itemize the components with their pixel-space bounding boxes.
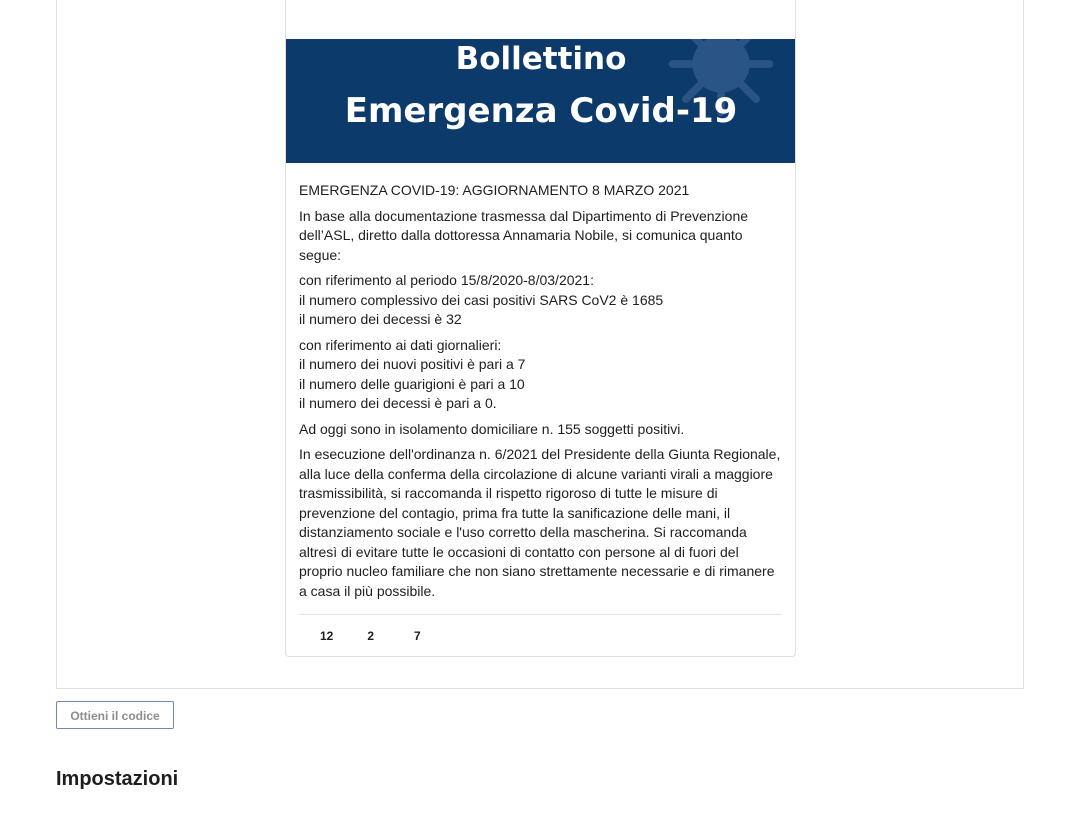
likes-count[interactable]: 12 bbox=[320, 629, 334, 643]
daily-line: il numero dei decessi è pari a 0. bbox=[299, 395, 497, 411]
daily-line: con riferimento ai dati giornalieri: bbox=[299, 336, 502, 353]
post-period-stats bbox=[299, 271, 782, 330]
post-card bbox=[285, 0, 796, 657]
reactions-bar bbox=[299, 614, 782, 657]
post-title: EMERGENZA COVID-19: AGGIORNAMENTO 8 MARZO 2021 bbox=[299, 182, 690, 198]
banner-title: Bollettino bbox=[455, 41, 627, 77]
post-ordinance: In esecuzione dell'ordinanza n. 6/2021 del Presidente della Giunta Regionale, alla luce della conferma della circolazione di alcune varianti virali a maggiore trasmissibilità, si raccomanda il rispetto rigoroso di tutte le misure di prevenzione del contagio, prima fra tutte la sanificazione delle mani, il distanziamento sociale e l'uso corretto della mascherina. Si raccomanda altresì di evitare tutte le occasioni di contatto con persone al di fuori del proprio nucleo familiare che non siano strettamente necessarie e di rimanere a casa il più possibile. bbox=[299, 446, 781, 599]
period-line: con riferimento al periodo 15/8/2020-8/03/2021: bbox=[299, 272, 594, 288]
post-banner-image[interactable] bbox=[286, 39, 796, 163]
daily-line: il numero delle guarigioni è pari a 10 bbox=[299, 375, 525, 392]
post-text bbox=[286, 163, 795, 601]
banner-subtitle: Emergenza Covid-19 bbox=[344, 91, 738, 131]
post-isolation: Ad oggi sono in isolamento domiciliare n. 155 soggetti positivi. bbox=[299, 420, 685, 437]
daily-line: il numero dei nuovi positivi è pari a 7 bbox=[299, 356, 526, 372]
settings-heading: Impostazioni bbox=[56, 768, 179, 790]
period-line: il numero complessivo dei casi positivi SARS CoV2 è 1685 bbox=[299, 291, 664, 308]
period-line: il numero dei decessi è 32 bbox=[299, 311, 462, 327]
comments-count[interactable]: 2 bbox=[367, 629, 375, 643]
post-daily-stats bbox=[299, 336, 782, 414]
get-code-button[interactable]: Ottieni il codice bbox=[56, 701, 174, 729]
post-intro: In base alla documentazione trasmessa dal Dipartimento di Prevenzione dell’ASL, diretto dalla dottoressa Annamaria Nobile, si comunica quanto segue: bbox=[299, 207, 749, 263]
shares-count[interactable]: 7 bbox=[414, 629, 421, 643]
